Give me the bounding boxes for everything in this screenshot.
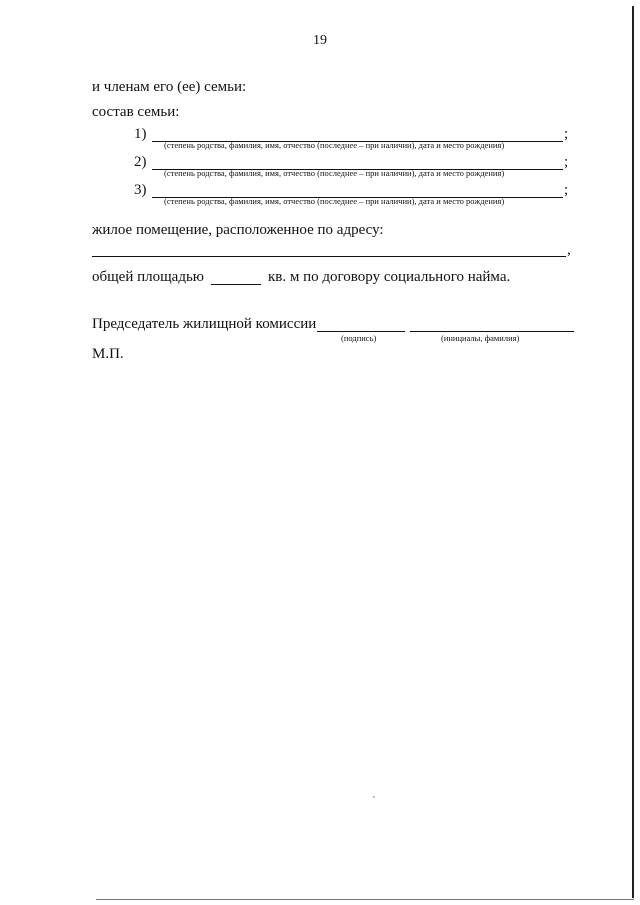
family-member-caption: (степень родства, фамилия, имя, отчество (последнее – при наличии), дата и место рождения) [164, 196, 505, 206]
family-heading: состав семьи: [92, 104, 180, 120]
family-member-caption: (степень родства, фамилия, имя, отчество (последнее – при наличии), дата и место рождения) [164, 168, 505, 178]
address-label: жилое помещение, расположенное по адресу: [92, 222, 384, 238]
area-prefix: общей площадью [92, 269, 205, 285]
intro-text: и членам его (ее) семьи: [92, 79, 247, 95]
family-member-number: 1) [134, 126, 147, 142]
area-blank[interactable] [211, 284, 261, 285]
address-terminator: , [567, 242, 571, 258]
family-member-1 [134, 126, 574, 159]
family-member-number: 3) [134, 182, 147, 198]
signature-label: Председатель жилищной комиссии [92, 316, 317, 332]
page-edge-right [632, 6, 634, 898]
family-member-2 [134, 154, 574, 187]
family-member-3 [134, 182, 574, 215]
name-blank[interactable] [410, 331, 574, 332]
name-caption: (инициалы, фамилия) [441, 333, 520, 343]
family-member-terminator: ; [564, 182, 569, 198]
stamp-place: М.П. [92, 346, 124, 362]
family-member-terminator: ; [564, 126, 569, 142]
page-number: 19 [313, 33, 327, 48]
family-member-caption: (степень родства, фамилия, имя, отчество (последнее – при наличии), дата и место рождения) [164, 140, 505, 150]
signature-blank[interactable] [317, 331, 405, 332]
scan-speck [373, 796, 375, 798]
address-blank[interactable] [92, 256, 566, 257]
family-member-terminator: ; [564, 154, 569, 170]
area-suffix: кв. м по договору социального найма. [268, 269, 511, 285]
page-edge-bottom [96, 899, 634, 900]
family-member-number: 2) [134, 154, 147, 170]
signature-caption: (подпись) [341, 333, 377, 343]
